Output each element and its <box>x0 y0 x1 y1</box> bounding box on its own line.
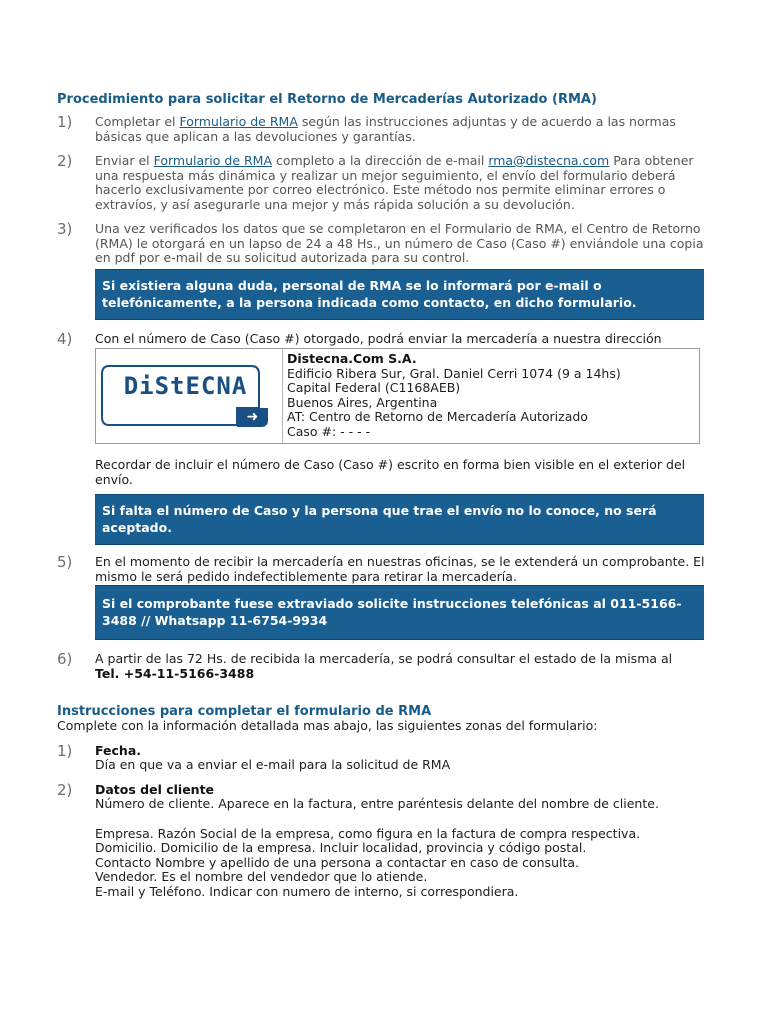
field-number: 2) <box>57 780 73 799</box>
step-number: 2) <box>57 152 73 170</box>
arrow-right-icon: ➜ <box>237 408 268 427</box>
step-number: 4) <box>57 329 73 348</box>
case-reminder: Recordar de incluir el número de Caso (Caso #) escrito en forma bien visible en el exterior del envío. <box>95 457 686 487</box>
step-number: 1) <box>57 113 73 131</box>
case-number-line: Caso #: - - - - <box>287 423 371 439</box>
step-2 <box>57 154 705 212</box>
client-data-details <box>95 827 705 900</box>
step-6 <box>57 652 705 681</box>
address-line: AT: Centro de Retorno de Mercadería Autorizado <box>287 409 588 425</box>
step-4 <box>57 329 705 348</box>
detail-line: Empresa. Razón Social de la empresa, como figura en la factura de compra respectiva. <box>95 825 641 841</box>
step-number: 3) <box>57 220 73 238</box>
step-text: En el momento de recibir la mercadería en nuestras oficinas, se le extenderá un comprobante. El mismo le será pedido indefectiblemente para retirar la mercadería. <box>95 554 705 584</box>
rma-form-link[interactable]: Formulario de RMA <box>153 153 273 168</box>
field-2 <box>57 780 705 812</box>
step-text: completo a la dirección de e-mail <box>272 153 489 168</box>
address-line: Capital Federal (C1168AEB) <box>287 380 461 396</box>
step-text: A partir de las 72 Hs. de recibida la mercadería, se podrá consultar el estado de la misma al <box>95 651 673 666</box>
document-page <box>57 92 705 899</box>
step-3 <box>57 222 705 266</box>
step-5 <box>57 555 705 584</box>
section-title-instructions: Instrucciones para completar el formulario de RMA <box>57 704 432 719</box>
section-title-procedure: Procedimiento para solicitar el Retorno de Mercaderías Autorizado (RMA) <box>57 92 597 107</box>
detail-line: E-mail y Teléfono. Indicar con numero de interno, si correspondiera. <box>95 883 519 899</box>
step-text: Completar el <box>95 114 180 129</box>
step-text: Una vez verificados los datos que se completaron en el Formulario de RMA, el Centro de Retorno (RMA) le otorgará en un lapso de 24 a 48 Hs., un número de Caso (Caso #) enviándole una copia en pdf por e-mail de su solicitud autorizada para su control. <box>95 221 704 265</box>
address-lines <box>283 349 621 443</box>
field-description: Día en que va a enviar el e-mail para la solicitud de RMA <box>95 757 451 772</box>
alert-lost-receipt: Si el comprobante fuese extraviado solicite instrucciones telefónicas al 011-5166-3488 // Whatsapp 11-6754-9934 <box>95 585 704 640</box>
alert-missing-case: Si falta el número de Caso y la persona que trae el envío no lo conoce, no será aceptado. <box>95 494 704 545</box>
address-line: Buenos Aires, Argentina <box>287 394 438 410</box>
alert-contact-doubts: Si existiera alguna duda, personal de RMA se lo informará por e-mail o telefónicamente, a la persona indicada como contacto, en dicho formulario. <box>95 269 704 320</box>
step-text: Para obtener una respuesta más dinámica y realizar un mejor seguimiento, el envío del formulario deberá hacerlo exclusivamente por correo electrónico. Este método nos permite eliminar errores o extravíos, y así asegurarle una mejor y más rápida solución a su devolución. <box>95 153 694 212</box>
step-number: 5) <box>57 553 73 571</box>
detail-line: Contacto Nombre y apellido de una persona a contactar en caso de consulta. <box>95 854 579 870</box>
step-1 <box>57 115 705 144</box>
step-text: según las instrucciones adjuntas y de acuerdo a las normas básicas que aplican a las devoluciones y garantías. <box>95 114 676 144</box>
shipping-address-box <box>95 348 700 444</box>
field-heading: Fecha. <box>95 742 142 758</box>
field-description: Número de cliente. Aparece en la factura, entre paréntesis delante del nombre de cliente. <box>95 796 659 811</box>
step-text: Con el número de Caso (Caso #) otorgado, podrá enviar la mercadería a nuestra dirección <box>95 330 662 346</box>
step-text: Enviar el <box>95 153 154 168</box>
logo-frame <box>101 365 268 427</box>
field-number: 1) <box>57 741 73 760</box>
address-line: Edificio Ribera Sur, Gral. Daniel Cerri 1074 (9 a 14hs) <box>287 365 621 381</box>
field-heading: Datos del cliente <box>95 781 215 797</box>
company-name: Distecna.Com S.A. <box>287 351 417 366</box>
rma-form-link[interactable]: Formulario de RMA <box>179 114 298 129</box>
rma-email-link[interactable]: rma@distecna.com <box>488 153 610 168</box>
step-number: 6) <box>57 650 73 668</box>
instructions-intro: Complete con la información detallada mas abajo, las siguientes zonas del formulario: <box>57 718 598 733</box>
detail-line: Vendedor. Es el nombre del vendedor que lo atiende. <box>95 869 428 885</box>
field-1 <box>57 741 705 773</box>
contact-phone: Tel. +54-11-5166-3488 <box>95 665 255 681</box>
detail-line: Domicilio. Domicilio de la empresa. Incluir localidad, provincia y código postal. <box>95 840 587 856</box>
company-logo <box>96 349 283 443</box>
logo-wordmark: DiStECNA <box>123 372 248 400</box>
